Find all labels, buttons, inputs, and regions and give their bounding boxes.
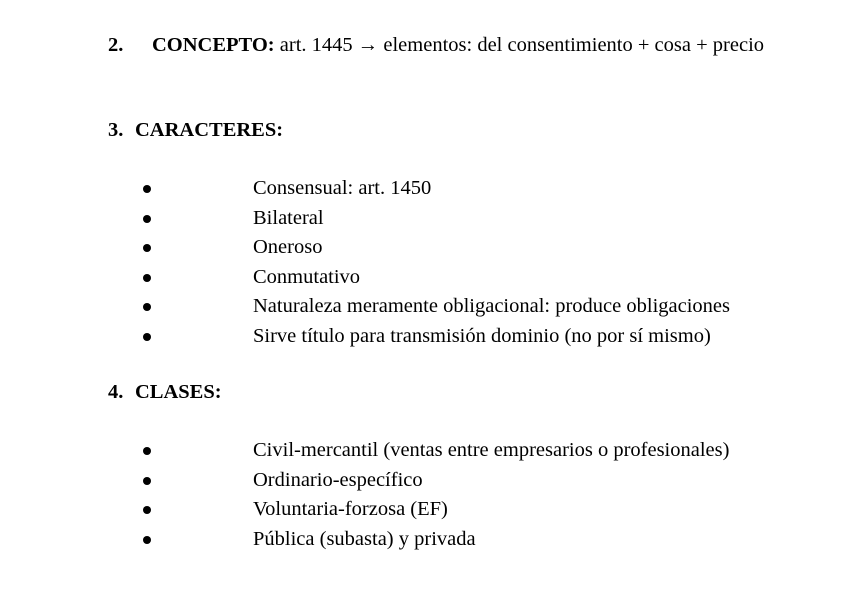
concepto-text: art. 1445 → elementos: del consentimiento + cosa + precio [279,34,765,56]
bullet-icon [143,506,151,514]
bullet-icon [143,274,151,282]
concepto-label: CONCEPTO: [152,34,275,56]
clases-heading [108,380,222,404]
clases-title: CLASES: [135,381,222,403]
bullet-icon [143,333,151,341]
bullet-icon [143,536,151,544]
bullet-icon [143,215,151,223]
concepto-number: 2. [108,34,124,56]
caracteres-title: CARACTERES: [135,119,284,141]
bullet-icon [143,244,151,252]
bullet-icon [143,477,151,485]
concepto-paragraph [108,31,776,59]
bullet-icon [143,185,151,193]
caracteres-number: 3. [108,119,124,141]
document-page: 2. CONCEPTO: art. 1445 → elementos: del consentimiento + cosa + precio 3. CARACTERES: Consensual: art. 1450 Bilateral Oneroso Conmutativo Naturaleza meramente obligacional: produce obligaciones Sirve título para transmisión dominio (no por sí mismo) 4. CLASES: Civil-mercantil (ventas entre empresarios o profesionales) Ordinario-específico Voluntaria-forzosa (EF) Pública (subasta) y privada [0,0,848,599]
caracteres-heading [108,118,283,142]
bullet-icon [143,447,151,455]
clases-number: 4. [108,381,124,403]
bullet-icon [143,303,151,311]
